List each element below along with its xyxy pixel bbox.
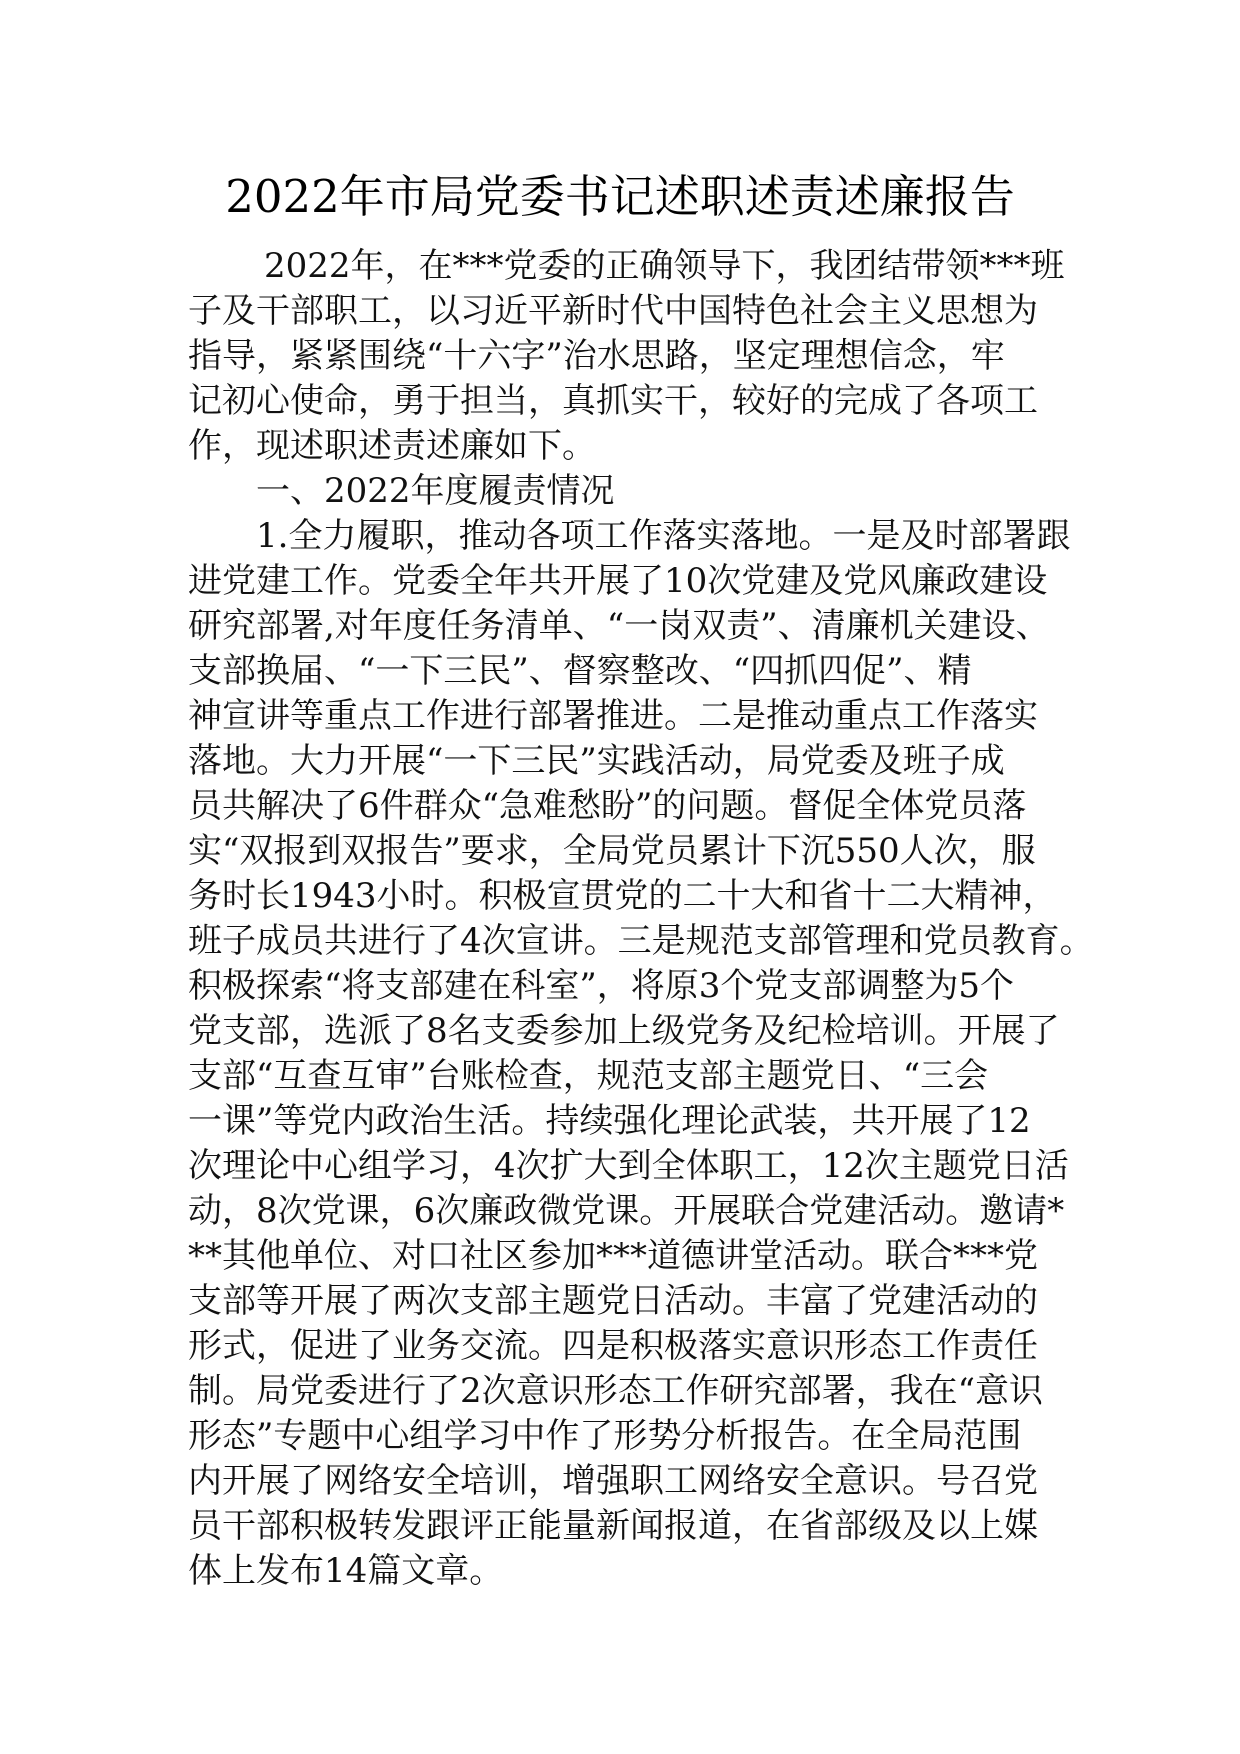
- text-line: 班子成员共进行了4次宣讲。三是规范支部管理和党员教育。: [188, 921, 1094, 961]
- text-line: 进党建工作。党委全年共开展了10次党建及党风廉政建设: [188, 561, 1048, 601]
- text-line: 员干部积极转发跟评正能量新闻报道，在省部级及以上媒: [188, 1506, 1038, 1546]
- text-line: 神宣讲等重点工作进行部署推进。二是推动重点工作落实: [188, 696, 1038, 736]
- text-line: 党支部，选派了8名支委参加上级党务及纪检培训。开展了: [188, 1011, 1060, 1051]
- section-heading-text: 一、2022年度履责情况: [256, 471, 615, 511]
- document-title: 2022年市局党委书记述职述责述廉报告: [225, 170, 1015, 223]
- text-line: **其他单位、对口社区参加***道德讲堂活动。联合***党: [188, 1236, 1038, 1276]
- text-line: 记初心使命，勇于担当，真抓实干，较好的完成了各项工: [188, 381, 1038, 421]
- text-line: 作，现述职述责述廉如下。: [188, 426, 596, 466]
- text-line: 研究部署,对年度任务清单、“一岗双责”、清廉机关建设、: [188, 606, 1050, 646]
- text-line: 积极探索“将支部建在科室”，将原3个党支部调整为5个: [188, 966, 1015, 1006]
- text-line: 形态”专题中心组学习中作了形势分析报告。在全局范围: [188, 1416, 1022, 1456]
- text-line: 体上发布14篇文章。: [188, 1551, 504, 1591]
- text-line: 子及干部职工，以习近平新时代中国特色社会主义思想为: [188, 291, 1038, 331]
- text-line: 一课”等党内政治生活。持续强化理论武装，共开展了12: [188, 1101, 1031, 1141]
- text-line: 支部“互查互审”台账检查，规范支部主题党日、“三会: [188, 1056, 989, 1096]
- text-line: 动，8次党课，6次廉政微党课。开展联合党建活动。邀请*: [188, 1191, 1065, 1231]
- paragraph-duties: [188, 514, 1094, 1594]
- paragraph-intro: [188, 244, 1068, 469]
- text-line: 落地。大力开展“一下三民”实践活动，局党委及班子成: [188, 741, 1005, 781]
- text-line: 次理论中心组学习，4次扩大到全体职工，12次主题党日活: [188, 1146, 1069, 1186]
- text-line: 制。局党委进行了2次意识形态工作研究部署，我在“意识: [188, 1371, 1044, 1411]
- document-body: [188, 244, 1094, 1594]
- text-line: 实“双报到双报告”要求，全局党员累计下沉550人次，服: [188, 831, 1036, 871]
- text-line: 2022年，在***党委的正确领导下，我团结带领***班: [264, 246, 1065, 286]
- text-line: 形式，促进了业务交流。四是积极落实意识形态工作责任: [188, 1326, 1038, 1366]
- text-line: 指导，紧紧围绕“十六字”治水思路，坚定理想信念，牢: [188, 336, 1005, 376]
- section-heading: [188, 469, 1068, 514]
- text-line: 1.全力履职，推动各项工作落实落地。一是及时部署跟: [256, 516, 1071, 556]
- text-line: 员共解决了6件群众“急难愁盼”的问题。督促全体党员落: [188, 786, 1027, 826]
- text-line: 支部换届、“一下三民”、督察整改、“四抓四促”、精: [188, 651, 972, 691]
- text-line: 内开展了网络安全培训，增强职工网络安全意识。号召党: [188, 1461, 1038, 1501]
- text-line: 支部等开展了两次支部主题党日活动。丰富了党建活动的: [188, 1281, 1038, 1321]
- text-line: 务时长1943小时。积极宣贯党的二十大和省十二大精神，: [188, 876, 1057, 916]
